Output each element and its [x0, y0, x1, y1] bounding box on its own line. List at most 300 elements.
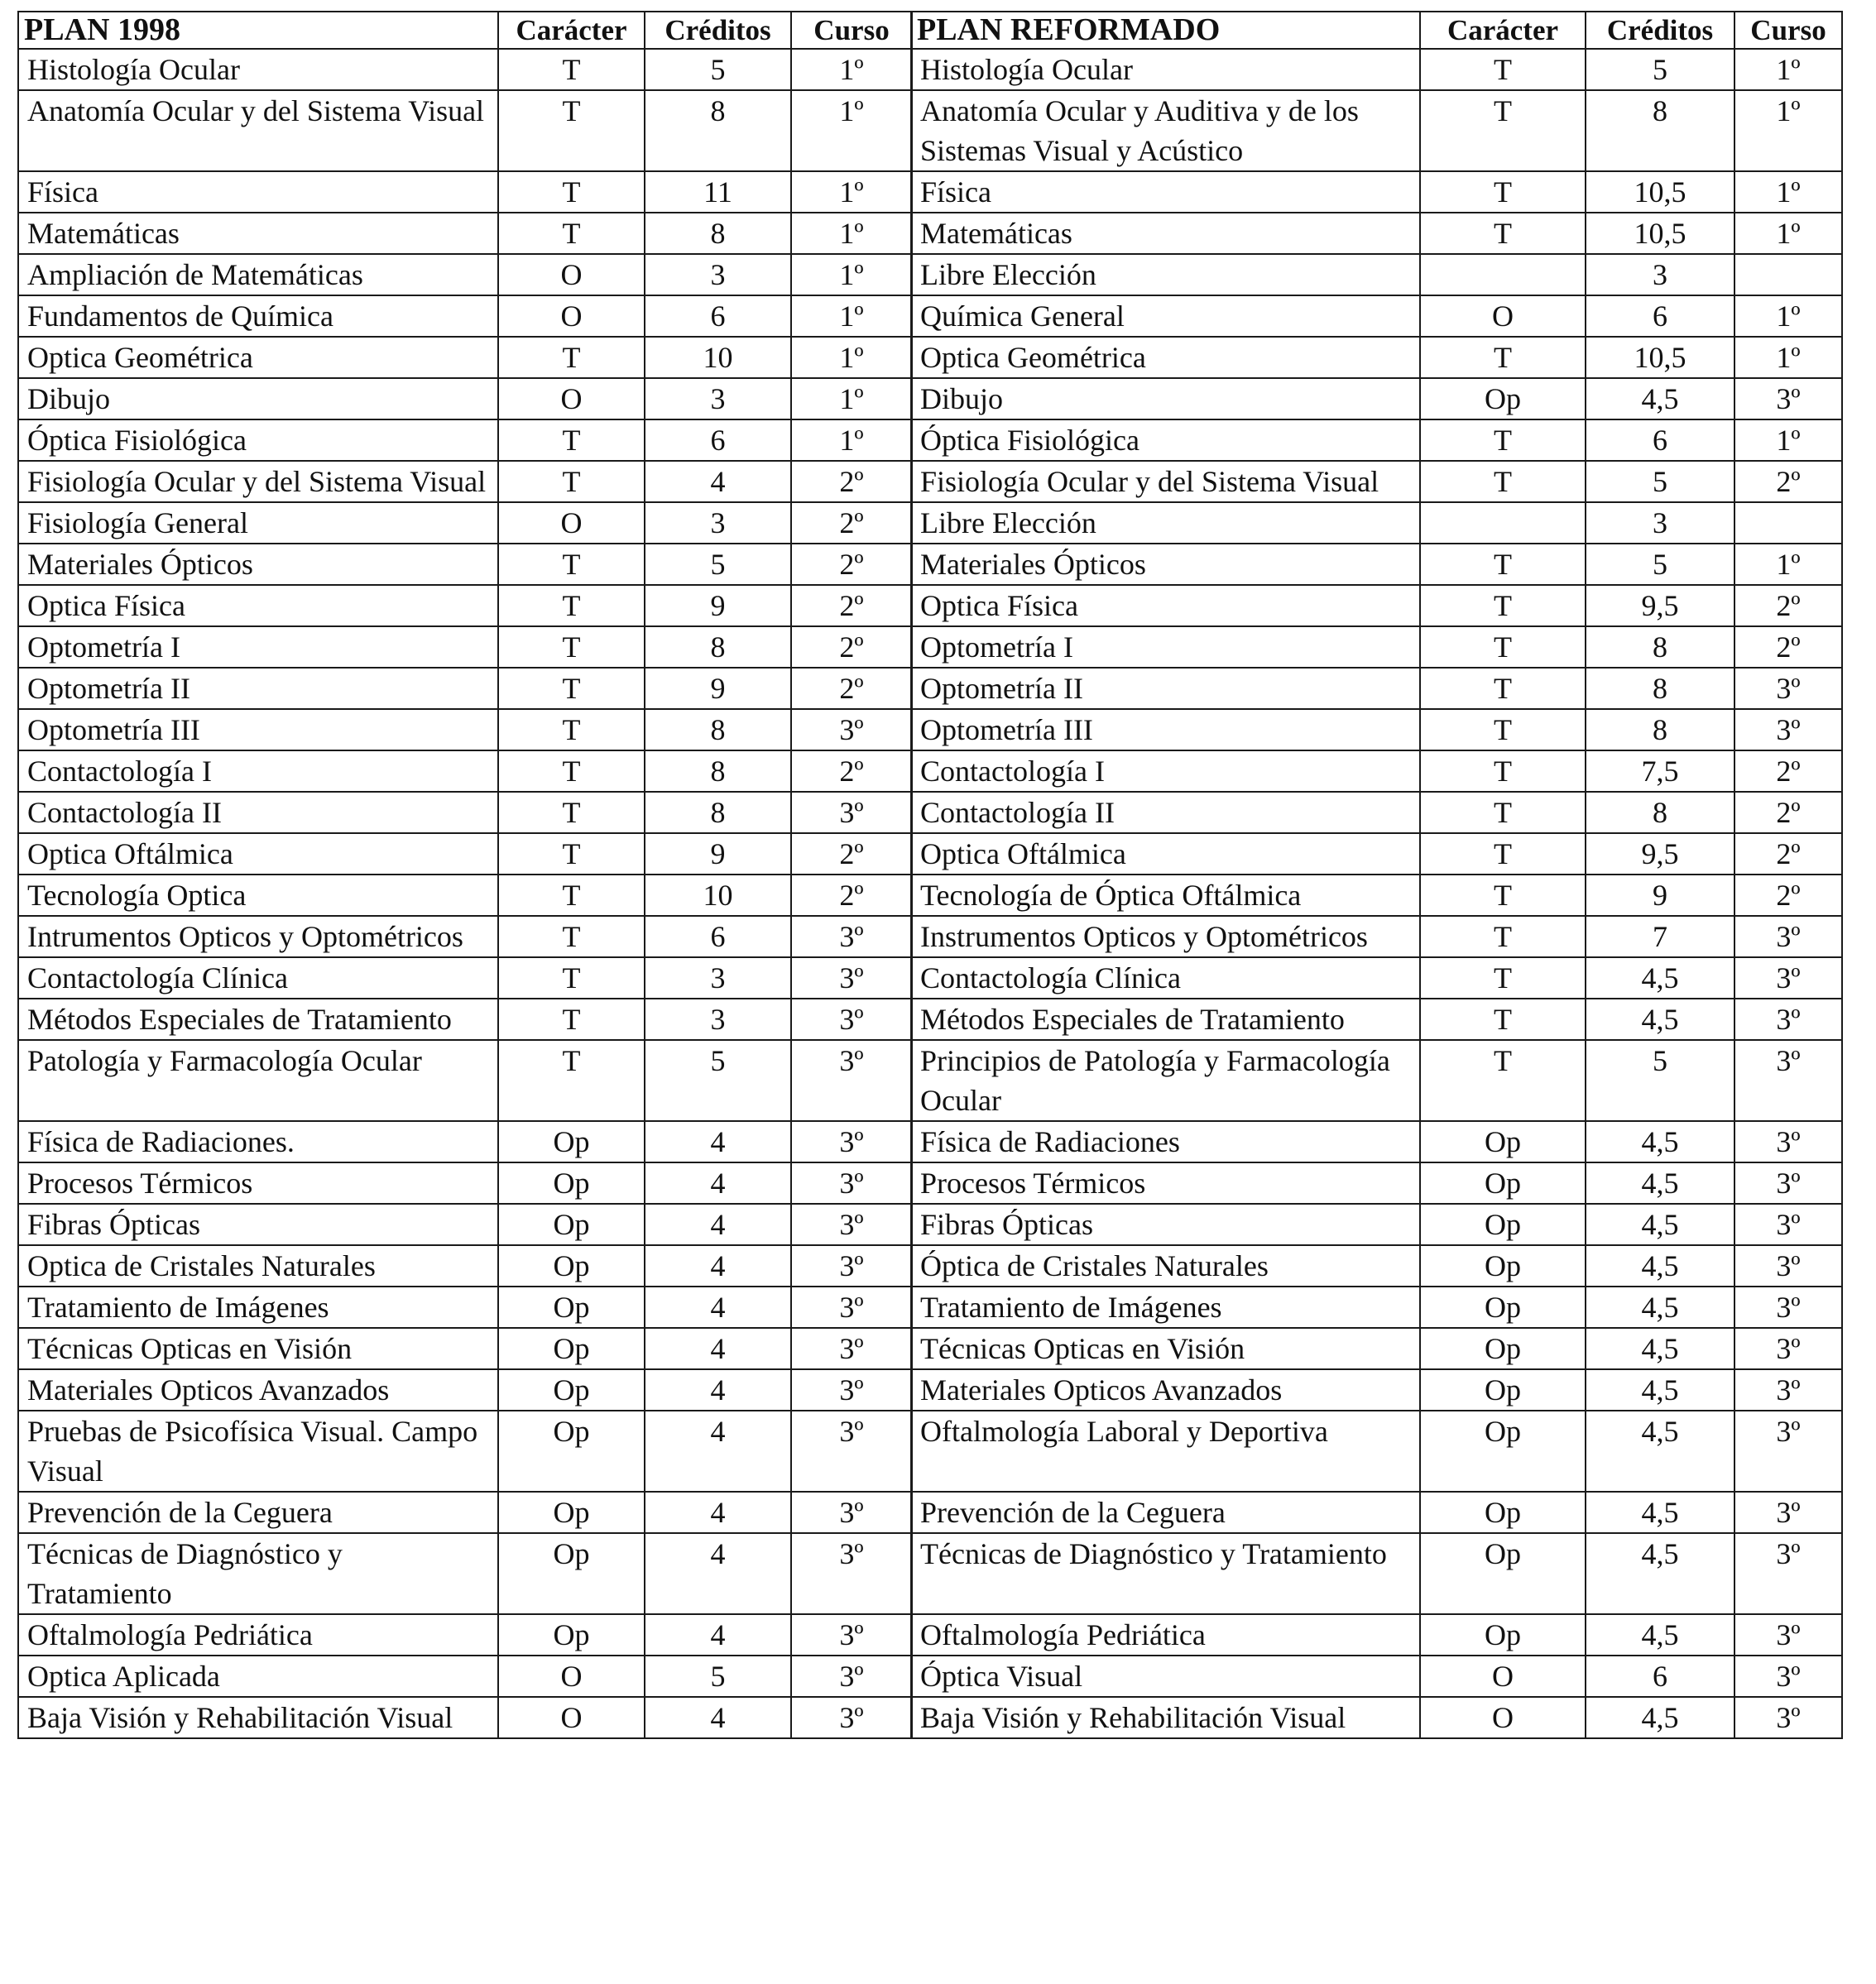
creditos-cell: 10	[645, 337, 791, 378]
curso-cell: 3º	[1734, 999, 1842, 1040]
subject-name: Tratamiento de Imágenes	[911, 1287, 1420, 1328]
table-row	[911, 254, 1842, 295]
table-row	[18, 1614, 912, 1656]
subject-name: Optica Geométrica	[18, 337, 498, 378]
caracter-cell: Op	[1420, 1411, 1586, 1492]
subject-name: Anatomía Ocular y Auditiva y de los Sistemas Visual y Acústico	[911, 90, 1420, 171]
subject-name: Fibras Ópticas	[18, 1204, 498, 1245]
creditos-cell: 9	[645, 833, 791, 875]
subject-name: Procesos Térmicos	[911, 1162, 1420, 1204]
caracter-cell: T	[1420, 337, 1586, 378]
subject-name: Materiales Ópticos	[911, 544, 1420, 585]
caracter-cell: Op	[1420, 1245, 1586, 1287]
subject-name: Fisiología Ocular y del Sistema Visual	[18, 461, 498, 502]
subject-name: Materiales Ópticos	[18, 544, 498, 585]
subject-name: Optometría II	[911, 668, 1420, 709]
curso-cell: 1º	[791, 171, 912, 213]
table-row	[18, 792, 912, 833]
table-row	[911, 502, 1842, 544]
caracter-cell: Op	[498, 1533, 645, 1614]
creditos-cell: 4,5	[1586, 1328, 1734, 1369]
curso-cell: 2º	[791, 585, 912, 626]
curso-cell: 3º	[791, 1245, 912, 1287]
caracter-cell: T	[498, 90, 645, 171]
table-row	[18, 833, 912, 875]
subject-name: Técnicas de Diagnóstico y Tratamiento	[911, 1533, 1420, 1614]
creditos-cell: 9	[645, 668, 791, 709]
table-row	[18, 1328, 912, 1369]
caracter-cell: Op	[498, 1245, 645, 1287]
caracter-cell: T	[1420, 1040, 1586, 1121]
table-row	[18, 626, 912, 668]
table-row	[911, 461, 1842, 502]
curso-cell: 3º	[1734, 1533, 1842, 1614]
table-row	[18, 295, 912, 337]
caracter-cell: O	[498, 1697, 645, 1738]
creditos-cell: 5	[1586, 49, 1734, 90]
creditos-cell: 4,5	[1586, 1614, 1734, 1656]
creditos-cell: 6	[645, 419, 791, 461]
caracter-cell: Op	[1420, 1328, 1586, 1369]
curso-cell: 3º	[1734, 1204, 1842, 1245]
table-row	[18, 1204, 912, 1245]
table-row	[911, 1614, 1842, 1656]
caracter-cell: T	[498, 833, 645, 875]
table-row	[18, 544, 912, 585]
curso-cell: 3º	[1734, 1162, 1842, 1204]
subject-name: Contactología Clínica	[911, 957, 1420, 999]
subject-name: Optometría I	[911, 626, 1420, 668]
creditos-cell: 5	[645, 1040, 791, 1121]
curso-cell: 3º	[791, 957, 912, 999]
table-row	[911, 49, 1842, 90]
header-curso: Curso	[1734, 12, 1842, 49]
creditos-cell: 3	[645, 378, 791, 419]
curso-cell: 1º	[791, 254, 912, 295]
subject-name: Optometría III	[911, 709, 1420, 750]
table-row	[911, 419, 1842, 461]
curso-cell: 2º	[791, 461, 912, 502]
creditos-cell: 4	[645, 1328, 791, 1369]
creditos-cell: 4	[645, 1614, 791, 1656]
creditos-cell: 4	[645, 1411, 791, 1492]
caracter-cell: T	[1420, 213, 1586, 254]
creditos-cell: 4,5	[1586, 1204, 1734, 1245]
table-row	[911, 1656, 1842, 1697]
table-row	[18, 709, 912, 750]
curso-cell: 3º	[791, 1533, 912, 1614]
caracter-cell: T	[1420, 419, 1586, 461]
curso-cell: 3º	[791, 1369, 912, 1411]
subject-name: Óptica Fisiológica	[18, 419, 498, 461]
subject-name: Contactología II	[911, 792, 1420, 833]
subject-name: Dibujo	[18, 378, 498, 419]
table-row	[18, 1287, 912, 1328]
subject-name: Materiales Opticos Avanzados	[911, 1369, 1420, 1411]
curso-cell: 3º	[791, 1492, 912, 1533]
curso-cell: 1º	[1734, 337, 1842, 378]
subject-name: Patología y Farmacología Ocular	[18, 1040, 498, 1121]
header-creditos: Créditos	[645, 12, 791, 49]
curso-cell: 1º	[1734, 49, 1842, 90]
subject-name: Óptica Fisiológica	[911, 419, 1420, 461]
creditos-cell: 5	[645, 544, 791, 585]
table-row	[911, 999, 1842, 1040]
curso-cell: 2º	[1734, 461, 1842, 502]
curso-cell: 1º	[1734, 213, 1842, 254]
creditos-cell: 8	[1586, 668, 1734, 709]
table-row	[18, 1697, 912, 1738]
subject-name: Procesos Térmicos	[18, 1162, 498, 1204]
caracter-cell: Op	[498, 1287, 645, 1328]
subject-name: Técnicas de Diagnóstico y Tratamiento	[18, 1533, 498, 1614]
table-row	[911, 1697, 1842, 1738]
subject-name: Prevención de la Ceguera	[18, 1492, 498, 1533]
caracter-cell: Op	[1420, 1533, 1586, 1614]
caracter-cell: T	[498, 916, 645, 957]
curso-cell: 1º	[1734, 419, 1842, 461]
table-row	[18, 875, 912, 916]
creditos-cell: 4,5	[1586, 1369, 1734, 1411]
subject-name: Prevención de la Ceguera	[911, 1492, 1420, 1533]
creditos-cell: 5	[645, 49, 791, 90]
table-row	[18, 419, 912, 461]
table-row	[18, 461, 912, 502]
caracter-cell: T	[1420, 544, 1586, 585]
table-row	[18, 1245, 912, 1287]
caracter-cell: T	[498, 709, 645, 750]
table-row	[18, 1533, 912, 1614]
subject-name: Óptica de Cristales Naturales	[911, 1245, 1420, 1287]
curso-cell: 3º	[791, 1040, 912, 1121]
caracter-cell: T	[498, 544, 645, 585]
curso-cell: 3º	[791, 1287, 912, 1328]
curso-cell: 2º	[791, 502, 912, 544]
creditos-cell: 10,5	[1586, 337, 1734, 378]
curso-cell: 3º	[1734, 1040, 1842, 1121]
creditos-cell: 4	[645, 1492, 791, 1533]
creditos-cell: 6	[645, 295, 791, 337]
subject-name: Tecnología Optica	[18, 875, 498, 916]
caracter-cell: T	[498, 626, 645, 668]
subject-name: Optometría III	[18, 709, 498, 750]
caracter-cell: Op	[498, 1411, 645, 1492]
curso-cell: 3º	[791, 792, 912, 833]
curso-cell: 1º	[791, 337, 912, 378]
curso-cell	[1734, 502, 1842, 544]
curso-cell: 1º	[791, 419, 912, 461]
curso-cell: 3º	[791, 916, 912, 957]
creditos-cell: 4,5	[1586, 1533, 1734, 1614]
table-row	[18, 1040, 912, 1121]
subject-name: Fisiología General	[18, 502, 498, 544]
curso-cell: 1º	[1734, 295, 1842, 337]
subject-name: Anatomía Ocular y del Sistema Visual	[18, 90, 498, 171]
creditos-cell: 4,5	[1586, 1245, 1734, 1287]
creditos-cell: 4,5	[1586, 1492, 1734, 1533]
creditos-cell: 11	[645, 171, 791, 213]
curso-cell: 1º	[1734, 171, 1842, 213]
table-row	[18, 1492, 912, 1533]
subject-name: Física	[911, 171, 1420, 213]
table-row	[911, 916, 1842, 957]
caracter-cell: T	[1420, 461, 1586, 502]
header-row	[911, 12, 1842, 49]
subject-name: Dibujo	[911, 378, 1420, 419]
table-row	[18, 502, 912, 544]
plan-1998-table	[17, 11, 913, 1739]
caracter-cell: T	[1420, 626, 1586, 668]
subject-name: Contactología I	[18, 750, 498, 792]
creditos-cell: 8	[645, 709, 791, 750]
creditos-cell: 4,5	[1586, 1162, 1734, 1204]
creditos-cell: 6	[1586, 419, 1734, 461]
subject-name: Contactología Clínica	[18, 957, 498, 999]
curso-cell: 2º	[1734, 792, 1842, 833]
subject-name: Principios de Patología y Farmacología Ocular	[911, 1040, 1420, 1121]
creditos-cell: 5	[1586, 1040, 1734, 1121]
curso-cell: 2º	[791, 750, 912, 792]
creditos-cell: 4,5	[1586, 378, 1734, 419]
curso-cell: 2º	[791, 833, 912, 875]
caracter-cell: Op	[498, 1162, 645, 1204]
caracter-cell: T	[498, 792, 645, 833]
caracter-cell: O	[1420, 295, 1586, 337]
caracter-cell	[1420, 502, 1586, 544]
creditos-cell: 4,5	[1586, 1287, 1734, 1328]
caracter-cell: Op	[498, 1369, 645, 1411]
table-row	[911, 295, 1842, 337]
subject-name: Optica de Cristales Naturales	[18, 1245, 498, 1287]
subject-name: Optica Oftálmica	[18, 833, 498, 875]
caracter-cell: T	[1420, 916, 1586, 957]
curso-cell	[1734, 254, 1842, 295]
table-row	[911, 585, 1842, 626]
subject-name: Química General	[911, 295, 1420, 337]
table-row	[18, 1411, 912, 1492]
caracter-cell: T	[498, 461, 645, 502]
creditos-cell: 5	[645, 1656, 791, 1697]
header-plan: PLAN REFORMADO	[911, 12, 1420, 49]
creditos-cell: 10	[645, 875, 791, 916]
creditos-cell: 5	[1586, 461, 1734, 502]
creditos-cell: 7,5	[1586, 750, 1734, 792]
subject-name: Técnicas Opticas en Visión	[18, 1328, 498, 1369]
curso-cell: 2º	[791, 668, 912, 709]
subject-name: Contactología II	[18, 792, 498, 833]
curso-cell: 2º	[1734, 585, 1842, 626]
creditos-cell: 4	[645, 461, 791, 502]
subject-name: Libre Elección	[911, 502, 1420, 544]
table-row	[911, 213, 1842, 254]
creditos-cell: 3	[645, 957, 791, 999]
subject-name: Optica Física	[18, 585, 498, 626]
creditos-cell: 3	[1586, 254, 1734, 295]
table-row	[911, 1245, 1842, 1287]
curso-cell: 1º	[791, 378, 912, 419]
caracter-cell: O	[1420, 1697, 1586, 1738]
header-curso: Curso	[791, 12, 912, 49]
caracter-cell: Op	[1420, 1369, 1586, 1411]
subject-name: Optica Física	[911, 585, 1420, 626]
curso-cell: 2º	[791, 544, 912, 585]
table-row	[911, 1328, 1842, 1369]
subject-name: Tratamiento de Imágenes	[18, 1287, 498, 1328]
creditos-cell: 4,5	[1586, 1411, 1734, 1492]
curso-cell: 1º	[791, 90, 912, 171]
table-row	[911, 792, 1842, 833]
table-row	[911, 544, 1842, 585]
curso-cell: 1º	[791, 49, 912, 90]
header-caracter: Carácter	[1420, 12, 1586, 49]
curso-cell: 3º	[791, 1697, 912, 1738]
subject-name: Fibras Ópticas	[911, 1204, 1420, 1245]
creditos-cell: 8	[645, 626, 791, 668]
curso-cell: 3º	[791, 1162, 912, 1204]
caracter-cell: T	[1420, 668, 1586, 709]
creditos-cell: 4,5	[1586, 957, 1734, 999]
subject-name: Libre Elección	[911, 254, 1420, 295]
table-row	[911, 1492, 1842, 1533]
subject-name: Métodos Especiales de Tratamiento	[911, 999, 1420, 1040]
curso-cell: 1º	[791, 213, 912, 254]
caracter-cell: Op	[1420, 1204, 1586, 1245]
curso-cell: 3º	[1734, 378, 1842, 419]
caracter-cell: Op	[498, 1492, 645, 1533]
creditos-cell: 9,5	[1586, 833, 1734, 875]
curso-cell: 1º	[1734, 544, 1842, 585]
curso-cell: 3º	[791, 1204, 912, 1245]
creditos-cell: 8	[645, 750, 791, 792]
table-row	[18, 171, 912, 213]
subject-name: Métodos Especiales de Tratamiento	[18, 999, 498, 1040]
subject-name: Oftalmología Laboral y Deportiva	[911, 1411, 1420, 1492]
table-row	[18, 668, 912, 709]
header-creditos: Créditos	[1586, 12, 1734, 49]
subject-name: Contactología I	[911, 750, 1420, 792]
table-row	[911, 875, 1842, 916]
table-row	[911, 1162, 1842, 1204]
caracter-cell: Op	[1420, 1614, 1586, 1656]
caracter-cell: T	[1420, 833, 1586, 875]
creditos-cell: 7	[1586, 916, 1734, 957]
creditos-cell: 9	[645, 585, 791, 626]
table-row	[18, 1656, 912, 1697]
subject-name: Oftalmología Pedriática	[911, 1614, 1420, 1656]
curso-cell: 3º	[791, 1411, 912, 1492]
table-row	[911, 1287, 1842, 1328]
curso-cell: 3º	[1734, 1121, 1842, 1162]
caracter-cell: T	[498, 337, 645, 378]
table-row	[18, 254, 912, 295]
curso-cell: 3º	[1734, 1697, 1842, 1738]
creditos-cell: 4	[645, 1204, 791, 1245]
caracter-cell: T	[498, 171, 645, 213]
caracter-cell: O	[498, 254, 645, 295]
creditos-cell: 4	[645, 1533, 791, 1614]
curso-cell: 3º	[1734, 1656, 1842, 1697]
curso-cell: 3º	[1734, 1245, 1842, 1287]
curso-cell: 1º	[1734, 90, 1842, 171]
table-row	[911, 1411, 1842, 1492]
creditos-cell: 10,5	[1586, 171, 1734, 213]
creditos-cell: 10,5	[1586, 213, 1734, 254]
curso-cell: 3º	[791, 1121, 912, 1162]
caracter-cell: Op	[498, 1204, 645, 1245]
creditos-cell: 4	[645, 1369, 791, 1411]
caracter-cell: T	[1420, 585, 1586, 626]
caracter-cell: T	[1420, 999, 1586, 1040]
subject-name: Optometría II	[18, 668, 498, 709]
creditos-cell: 8	[1586, 709, 1734, 750]
creditos-cell: 8	[1586, 626, 1734, 668]
curso-cell: 3º	[1734, 957, 1842, 999]
creditos-cell: 3	[645, 999, 791, 1040]
table-row	[911, 1204, 1842, 1245]
creditos-cell: 4,5	[1586, 1697, 1734, 1738]
table-row	[911, 1533, 1842, 1614]
creditos-cell: 6	[1586, 1656, 1734, 1697]
table-row	[911, 337, 1842, 378]
subject-name: Fisiología Ocular y del Sistema Visual	[911, 461, 1420, 502]
caracter-cell: Op	[1420, 1492, 1586, 1533]
creditos-cell: 4,5	[1586, 1121, 1734, 1162]
caracter-cell: T	[1420, 49, 1586, 90]
table-row	[911, 709, 1842, 750]
curso-cell: 3º	[1734, 1287, 1842, 1328]
caracter-cell: T	[498, 419, 645, 461]
caracter-cell: T	[1420, 957, 1586, 999]
subject-name: Instrumentos Opticos y Optométricos	[911, 916, 1420, 957]
table-row	[911, 957, 1842, 999]
table-row	[18, 750, 912, 792]
subject-name: Optometría I	[18, 626, 498, 668]
curso-cell: 2º	[1734, 750, 1842, 792]
caracter-cell: T	[498, 585, 645, 626]
caracter-cell: T	[498, 875, 645, 916]
creditos-cell: 8	[1586, 90, 1734, 171]
subject-name: Pruebas de Psicofísica Visual. Campo Visual	[18, 1411, 498, 1492]
table-row	[911, 668, 1842, 709]
caracter-cell: Op	[1420, 1162, 1586, 1204]
subject-name: Optica Aplicada	[18, 1656, 498, 1697]
table-row	[911, 1369, 1842, 1411]
caracter-cell: O	[1420, 1656, 1586, 1697]
subject-name: Ampliación de Matemáticas	[18, 254, 498, 295]
table-row	[911, 171, 1842, 213]
creditos-cell: 4,5	[1586, 999, 1734, 1040]
curso-cell: 3º	[1734, 1369, 1842, 1411]
table-row	[18, 957, 912, 999]
table-row	[911, 1040, 1842, 1121]
curso-cell: 3º	[1734, 1492, 1842, 1533]
table-row	[18, 1369, 912, 1411]
table-row	[911, 378, 1842, 419]
curso-cell: 2º	[1734, 833, 1842, 875]
subject-name: Baja Visión y Rehabilitación Visual	[911, 1697, 1420, 1738]
subject-name: Intrumentos Opticos y Optométricos	[18, 916, 498, 957]
creditos-cell: 8	[645, 213, 791, 254]
table-row	[911, 833, 1842, 875]
caracter-cell: Op	[498, 1328, 645, 1369]
creditos-cell: 4	[645, 1121, 791, 1162]
subject-name: Tecnología de Óptica Oftálmica	[911, 875, 1420, 916]
subject-name: Optica Oftálmica	[911, 833, 1420, 875]
creditos-cell: 8	[645, 90, 791, 171]
table-row	[911, 1121, 1842, 1162]
caracter-cell: T	[498, 213, 645, 254]
creditos-cell: 8	[1586, 792, 1734, 833]
